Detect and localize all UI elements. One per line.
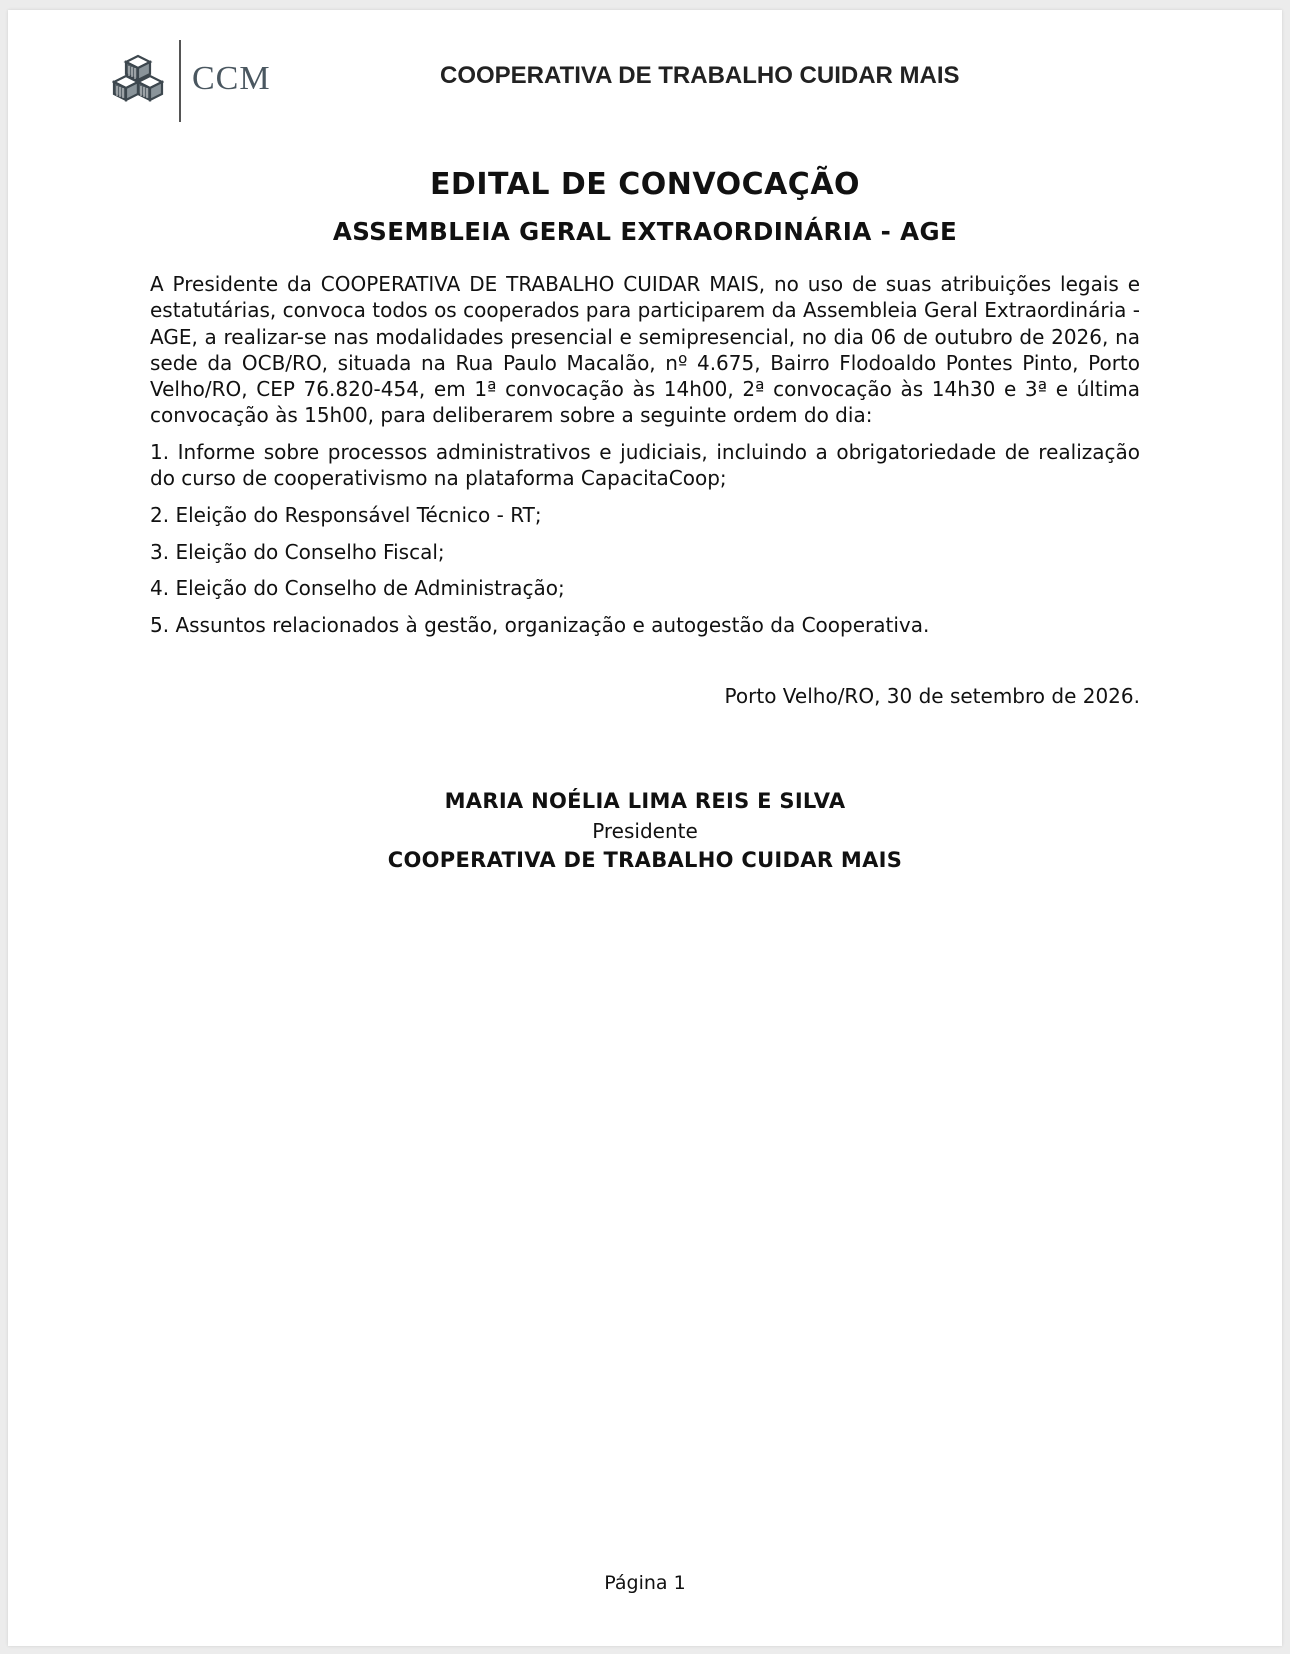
logo-text: CCM xyxy=(192,60,271,97)
document-subtitle: ASSEMBLEIA GERAL EXTRAORDINÁRIA - AGE xyxy=(332,217,958,246)
document-title: EDITAL DE CONVOCAÇÃO xyxy=(429,167,861,202)
signatory-name: MARIA NOÉLIA LIMA REIS E SILVA xyxy=(444,789,846,813)
ccm-logo xyxy=(112,30,272,120)
intro-paragraph: A Presidente da COOPERATIVA DE TRABALHO CUIDAR MAIS, no uso de suas atribuições legais e estatutárias, convoca todos os cooperados para participarem da Assembleia Geral Extraordinária - AGE, a realizar-se nas modalidades presencial e semipresencial, no dia 06 de outubro de 2026, na sede da OCB/RO, situada na Rua Paulo Macalão, nº 4.675, Bairro Flodoaldo Pontes Pinto, Porto Velho/RO, CEP 76.820-454, em 1ª convocação às 14h00, 2ª convocação às 14h30 e 3ª e última convocação às 15h00, para deliberarem sobre a seguinte ordem do dia: xyxy=(150,272,1140,428)
signatory-organization: COOPERATIVA DE TRABALHO CUIDAR MAIS xyxy=(387,848,903,872)
page-header xyxy=(112,30,1162,120)
header-organization: COOPERATIVA DE TRABALHO CUIDAR MAIS xyxy=(440,62,960,89)
agenda-list xyxy=(150,439,1140,639)
stacked-cubes-logo-icon xyxy=(112,54,164,104)
document-body xyxy=(150,271,1140,649)
agenda-item-2: 2. Eleição do Responsável Técnico - RT; xyxy=(150,502,542,527)
agenda-item-3: 3. Eleição do Conselho Fiscal; xyxy=(150,539,445,564)
signatory-role: Presidente xyxy=(592,819,698,843)
agenda-item-4: 4. Eleição do Conselho de Administração; xyxy=(150,576,565,601)
logo-divider xyxy=(179,40,181,122)
agenda-item-5: 5. Assuntos relacionados à gestão, organização e autogestão da Cooperativa. xyxy=(150,613,930,638)
place-and-date: Porto Velho/RO, 30 de setembro de 2026. xyxy=(724,684,1140,708)
agenda-item-1: 1. Informe sobre processos administrativos e judiciais, incluindo a obrigatoriedade de realização do curso de cooperativismo na plataforma CapacitaCoop; xyxy=(150,439,1140,491)
page-number: Página 1 xyxy=(604,1572,686,1594)
